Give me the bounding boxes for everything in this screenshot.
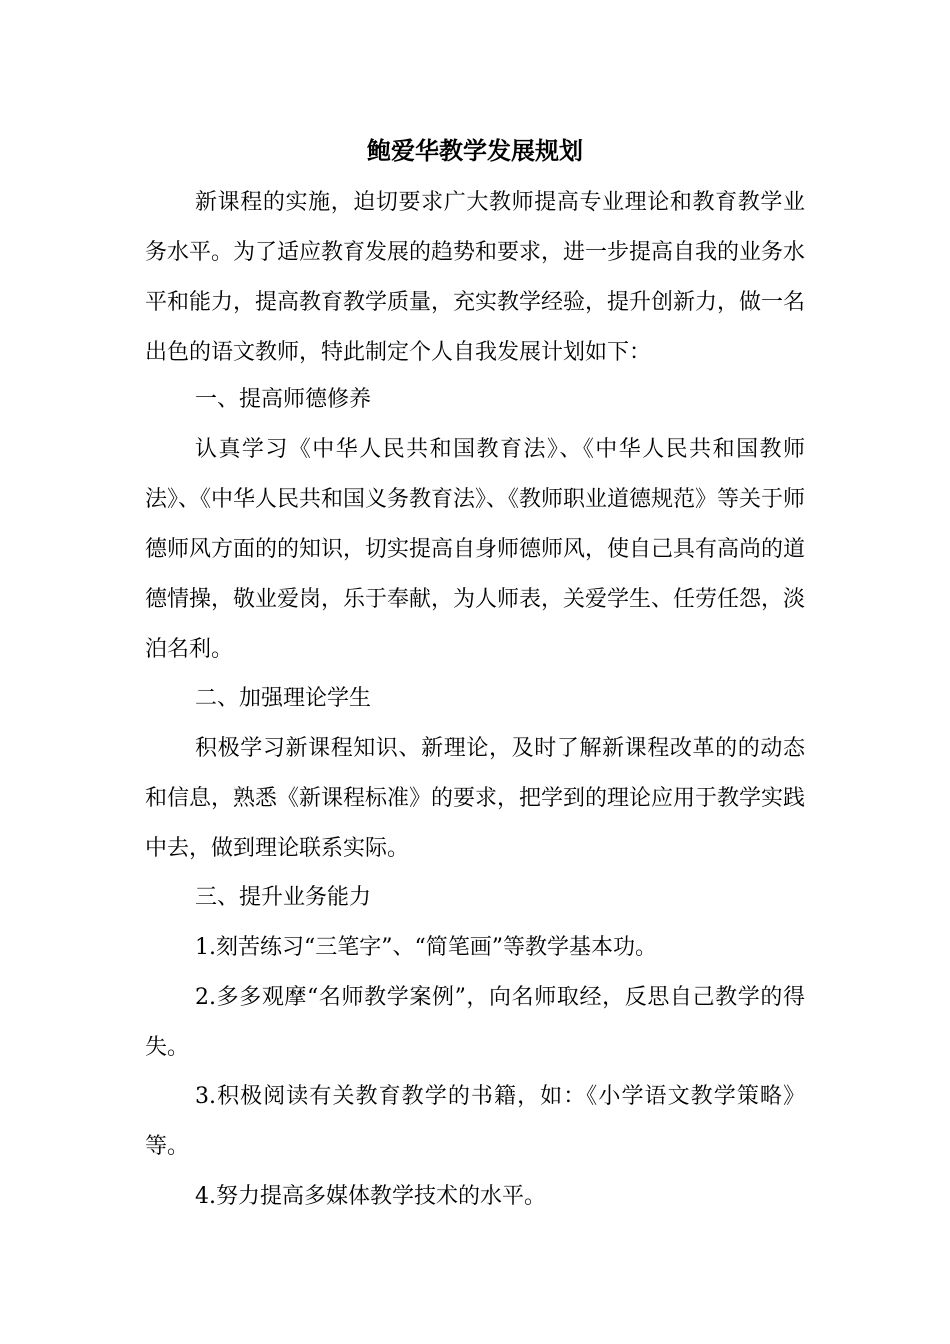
intro-paragraph: 新课程的实施，迫切要求广大教师提高专业理论和教育教学业务水平。为了适应教育发展的趋势和要求，进一步提高自我的业务水平和能力，提高教育教学质量，充实教学经验，提升创新力，做一名出色的语文教师，特此制定个人自我发展计划如下： <box>145 190 806 365</box>
list-item-2: 2.多多观摩“名师教学案例”，向名师取经，反思自己教学的得失。 <box>145 985 805 1060</box>
section-body-1: 认真学习《中华人民共和国教育法》、《中华人民共和国教师法》、《中华人民共和国义务教育法》、《教师职业道德规范》等关于师德师风方面的的知识，切实提高自身师德师风，使自己具有高尚的道德情操，敬业爱岗，乐于奉献，为人师表，关爱学生、任劳任怨，淡泊名利。 <box>145 437 806 662</box>
section-heading-1: 一、提高师德修养 <box>195 387 372 412</box>
page-title: 鲍爱华教学发展规划 <box>367 137 583 165</box>
list-item-1: 1.刻苦练习“三笔字”、“简笔画”等教学基本功。 <box>195 935 657 960</box>
section-body-2: 积极学习新课程知识、新理论，及时了解新课程改革的的动态和信息，熟悉《新课程标准》的要求，把学到的理论应用于教学实践中去，做到理论联系实际。 <box>145 736 806 861</box>
section-heading-2: 二、加强理论学生 <box>195 686 372 711</box>
list-item-3: 3.积极阅读有关教育教学的书籍，如：《小学语文教学策略》等。 <box>145 1084 805 1159</box>
section-heading-3: 三、提升业务能力 <box>195 885 372 910</box>
list-item-4: 4.努力提高多媒体教学技术的水平。 <box>195 1184 546 1209</box>
